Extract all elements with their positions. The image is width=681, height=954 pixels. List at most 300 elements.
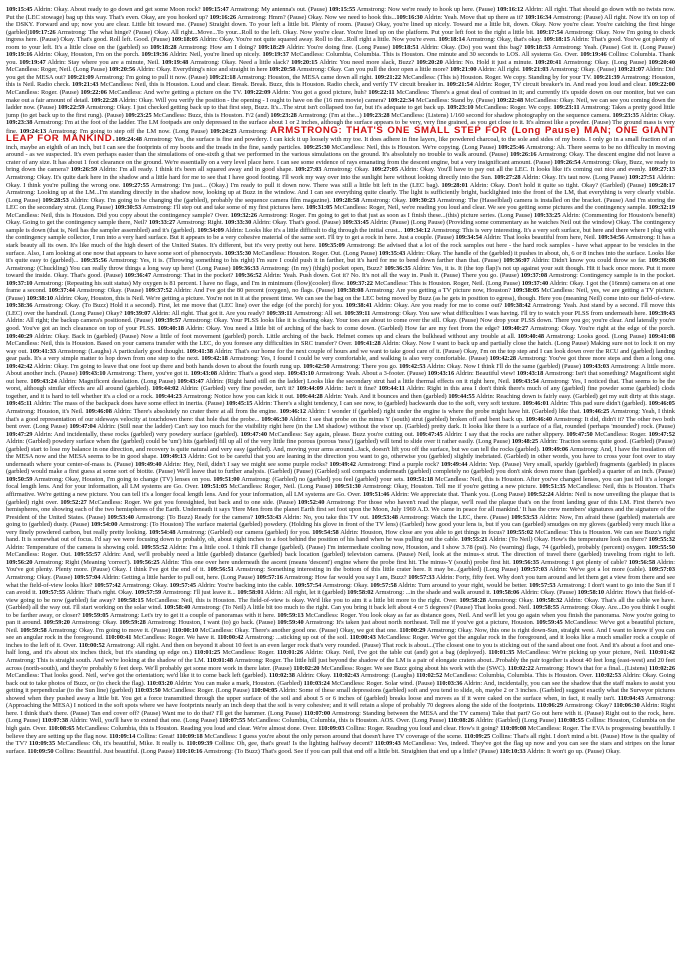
dialogue-text: Aldrin: (Commenting for Houston's benefit) Okay. Going to get the contingency sample there, Neil? (6, 211, 675, 227)
dialogue-text: McCandless: And we're getting a picture on the TV. (106, 89, 244, 97)
dialogue-text: Armstrong: Isn't that something? Magnificent sight out here. (6, 370, 675, 385)
dialogue-text: Aldrin: That looks beautiful from here, Neil. (481, 234, 599, 242)
timestamp: 109:40:48 (517, 332, 545, 340)
timestamp: 109:58:40 (163, 604, 191, 612)
dialogue-text: Aldrin: Okay. Going back out to take photos of Buzz, or (to check the flag). (6, 672, 675, 687)
timestamp: 109:57:03 (520, 566, 548, 574)
dialogue-text: Aldrin: Magnificent desolation. (Long Pause) (56, 377, 178, 385)
dialogue-text: McCandless: That looks good. Neil, we've got the orientation; we'd like it to come back left (garbled). (6, 672, 269, 680)
dialogue-text: Aldrin: Okay. Will you verify the position - the opening - I ought to have on the (16 mm movie) camera? (117, 96, 388, 104)
dialogue-text: Aldrin: I'm all ready. I think it's been all squared away and in good shape. (97, 166, 295, 174)
dialogue-text: Armstrong: (Garbled) no (garbled) you feel (garbled) your sets. (239, 475, 407, 483)
timestamp: 109:58:15 (117, 596, 144, 604)
dialogue-text: Aldrin: And, incidentally, you can see the shadow that the staff makes to assist you getting it perpendicular (to the Sun line) (garbled) (6, 679, 675, 695)
dialogue-text: Armstrong: Roger. I'm going to get to that just as soon as I finish these...(this) picture series. (Long Pause) (257, 211, 535, 219)
timestamp: 109:43:16 (427, 370, 455, 378)
dialogue-text: McCandless: Roger. Out. (6, 551, 75, 559)
timestamp: 109:46:08 (85, 407, 112, 415)
timestamp: 109:51:18 (406, 475, 434, 483)
timestamp: 109:56:25 (133, 558, 160, 566)
dialogue-text: Armstrong: Okay, Buzz, we ready to bring down the camera? (6, 158, 675, 174)
dialogue-text: Armstrong: Let's try to get it a couple of panoramas with it here. (108, 611, 278, 619)
dialogue-text: Armstrong: Okay. Now I'm going to check ingress here. (Pause) Okay. That's good. Roll left. Good. (Pause) (6, 28, 675, 44)
timestamp: 109:23:28 (363, 111, 390, 119)
dialogue-text: Armstrong: I'm at the foot of the ladder. The LM footpads are only depressed in the surface about 1 or 2 inches, although the surface appears to be very, very fine grained, as you get close to it. It's almost like a powder. (Pause) The ground mass is very fine. (6, 119, 675, 135)
dialogue-text: Armstrong: (Pause) All right. Now it's on top of the DSKY. Forward and up; now you are clear. Little bit toward me. (Pause) Straight down. To your left a little bit. Plenty of room. (Pause) Okay, you're lined up nicely. Toward me a little bit, down. Okay. Now you're clear. You're catching the first hinge (garbled) (6, 13, 675, 36)
timestamp: 109:37:52 (145, 287, 172, 295)
timestamp: 110:09:50 (27, 747, 54, 755)
timestamp: 109:22:34 (387, 96, 415, 104)
dialogue-text: Aldrin: All right. (476, 66, 523, 74)
timestamp: 109:54:48 (148, 528, 176, 536)
dialogue-text: McCandless: This is Houston. Roger, Neil. (Long Pause) (372, 279, 522, 287)
dialogue-text: Aldrin: Neil, you're lined up nicely. (167, 51, 263, 59)
timestamp: 109:23:28 (270, 111, 297, 119)
dialogue-text: Armstrong: Be advised that a lot of the rock samples out here - the hard rock samples - have what appear to be vesicles in the surface. Also, I am looking at one now that appears to have some sort of phenocrysts. (6, 241, 675, 257)
timestamp: 110:02:38 (268, 672, 295, 680)
dialogue-text: Aldrin: (Garbled) powdery surface when the (garbled) could be 'um') hits (garbled) fill up all of the very little fine porous (porous 'ness') (garbled) will tend to slide over it rather easily. (Long Pause) (6, 438, 512, 446)
timestamp: 109:28:01 (441, 181, 468, 189)
timestamp: 109:18:05 (171, 36, 199, 44)
dialogue-text: Armstrong: It has a stark beauty all its own. It's like much of the high desert of the United States. It's different, but it's very pretty out here. (6, 234, 675, 249)
dialogue-text: McCandless: Stand by. (Pause) (414, 96, 497, 104)
timestamp: 109:57:33 (408, 574, 435, 582)
dialogue-text: Aldrin: Okay. You're not quite squared away. Roll to the...Roll right a little. Now you're even. (198, 36, 439, 44)
timestamp: 110:01:26 (277, 649, 304, 657)
timestamp: 109:43:03 (582, 362, 610, 370)
dialogue-text: Aldrin: Some of these small depressions (garbled) soft and you tend to slide, oh, maybe 2 or 3 inches. (Garbled) suggest exactly what the Surveyor pictures showed when they pushed away a little bit. You get a force transmitted through the upper surface of the soil and about 5 or 6 inches of (garbled) breaks loose and moves as if it were caked on the surface when, in fact, it really isn't. (6, 687, 675, 702)
dialogue-text: Armstrong: Right (Meaning 'correct'). (32, 558, 134, 566)
dialogue-text: Armstrong: I'm going to step off the LM now. (Long Pause) (46, 127, 211, 135)
timestamp: 110:09:25 (464, 732, 491, 740)
dialogue-text: Aldrin: There's absolutely no crater there at all from the engine. (111, 407, 280, 415)
dialogue-text: Armstrong: Yes, I found I could be very comfortable, and walking is also very comfortable. (Pause) (227, 355, 490, 363)
dialogue-text: Aldrin: All right; the backup camera's positioned. (Pause) (6, 317, 155, 325)
timestamp: 109:46:05 (648, 400, 675, 408)
timestamp: 109:49:40 (135, 460, 162, 468)
dialogue-text: McCandless: Buzz, this is Houston. F/2 (and) (151, 111, 271, 119)
dialogue-text: Aldrin: Turn around to your right, would be better. (396, 581, 530, 589)
dialogue-text: Aldrin: I see that probe on the minus Y (south) strut (garbled) broken off and bent back up. (287, 415, 526, 423)
dialogue-text: Aldrin: Traction seems quite good. (Garbled) (Pause) (garbled) start to lose my balance in one direction, and recovery is quite natural and very easy (garbled). And, moving your arms around...Jack, doesn't lift you off the surface, but we can tell the rocks (garbled). (6, 438, 675, 453)
dialogue-text: Armstrong: Watch the LEC, there. (Pause) (397, 513, 512, 521)
timestamp: 109:35:30 (224, 249, 252, 257)
dialogue-text: McCandless: Roger. You look okay as far as distance goes, Neil. And we'll let you go again when you finish the panorama. Now you're going to pan it around. (6, 611, 675, 627)
dialogue-text: Aldrin: Okay. (Do) you want this bag? (418, 43, 525, 51)
dialogue-text: Aldrin: Okay. Now I want to back up and partially close the hatch. (Long Pause) Making sure not to lock it on my way out. (6, 340, 675, 355)
dialogue-text: Aldrin: Looks like it's a little difficult to dig through the initial crust... (223, 226, 404, 234)
dialogue-text: Aldrin: You're backing into the cable. (196, 581, 295, 589)
dialogue-text: Aldrin: (Pause) (Long Pause) (Providing some commentary as he watches Neil out the window) Okay. The contingency sample is down (that is, Neil has the sampler assembled) and it's (garbled). (6, 219, 675, 234)
timestamp: 109:23:11 (553, 104, 580, 112)
dialogue-text: Aldrin: We appreciate that. Thank you. (Long Pause) (389, 491, 528, 498)
timestamp: 109:31:05 (306, 204, 333, 212)
dialogue-text: Aldrin: Okay. I got the (16mm) camera on at one frame a second. (6, 279, 675, 295)
timestamp: 109:57:55 (38, 589, 66, 597)
timestamp: 109:42:28 (489, 355, 517, 363)
timestamp: 110:08:26 (447, 717, 474, 725)
dialogue-text: Armstrong: You've got three more steps and then a long one. (516, 355, 675, 363)
timestamp: 109:59:13 (277, 611, 304, 619)
dialogue-text: Armstrong: (Repeating his suit status) My oxygen is 81 percent. I have no flags, and I'm in minimum (flow)(cooler) flow. (32, 279, 347, 287)
timestamp: 109:48:25 (511, 438, 539, 446)
dialogue-text: Aldrin: Roger, TV circuit breaker's in. And read you loud and clear. (472, 81, 649, 89)
timestamp: 109:55:52 (141, 543, 168, 551)
timestamp: 109:33:30 (224, 219, 252, 227)
headline-quote: ARMSTRONG: THAT'S ONE SMALL STEP FOR (Long Pause) MAN; ONE GIANT LEAP FOR MANKIND. (6, 124, 675, 145)
dialogue-text: Armstrong: The what hinge? (Pause) Okay. All right...Move...To your...Roll to the left. Okay. Now you're clear. You're lined up on the platform. Put your left foot to the right a little bit. (55, 28, 537, 36)
dialogue-text: Aldrin: Hey, Neil, didn't I say we might see some purple rocks? (161, 460, 330, 468)
dialogue-text: Armstrong: The (Hasselblad) camera is installed on the bracket. (Pause) And I'm storing the LEC on the secondary strut. (Long Pause) (6, 196, 675, 212)
dialogue-text: Aldrin: Temperature of the camera is showing cold. (6, 543, 142, 551)
timestamp: 109:21:09 (67, 73, 94, 81)
dialogue-text: McCandless: Neil, this is Houston. The field-of-view is okay. We'd like you to aim it a little bit more to the right. Over. (143, 596, 460, 604)
dialogue-text: Aldrin: (Garbled) very fine powder, isn't it? (178, 385, 297, 393)
timestamp: 109:58:28 (459, 596, 486, 604)
dialogue-text: Aldrin: All right, let it (garbled) (263, 589, 348, 597)
timestamp: 109:57:59 (134, 589, 162, 597)
dialogue-text: Armstrong: Okay. (Pause) (548, 66, 618, 74)
timestamp: 109:54:00 (90, 521, 118, 529)
dialogue-text: McCandless: Roger, Neil. (Long Pause) (227, 483, 335, 491)
timestamp: 109:59:58 (20, 626, 47, 634)
dialogue-text: Armstrong: Houston, I want (to) go back. (Pause) (145, 619, 278, 627)
dialogue-text: Armstrong: I'll just leave it... (161, 589, 238, 597)
dialogue-text: Armstrong: There you go. (329, 362, 400, 370)
dialogue-text: Aldrin: Got to be careful that you are leaning in the direction you want to go, otherwise you (garbled) slightly inebriated. (Garbled) in other words, you have to cross your foot over to stay underneath where your center-of-mass is. (Pause) (6, 453, 675, 468)
timestamp: 109:34:54 (455, 234, 482, 242)
dialogue-text: Aldrin: That's our home for the next couple of hours and we want to take good care of it. (Pause) Okay, I'm on the top step and I can look down over the RCU and (garbled) landing gear pads. It's a very simple matter to hop down from one step to the next. (6, 347, 675, 363)
timestamp: 109:51:30 (334, 483, 361, 491)
dialogue-text: McCandless: Columbia, Columbia, this is Houston. AOS. Over. (Long Pause) (245, 717, 448, 725)
timestamp: 109:59:45 (536, 619, 563, 627)
timestamp: 110:09:14 (109, 732, 136, 740)
timestamp: 109:49:13 (159, 453, 187, 461)
timestamp: 109:41:08 (648, 332, 675, 340)
dialogue-text: Aldrin: Okay. It's taut now. (Long Pause) (520, 174, 629, 182)
dialogue-text: McCandless: Neil, this is Houston. Based on your camera transfer with the LEC, do you foresee any difficulties in SRC transfer? Over. (6, 340, 355, 348)
dialogue-text: Collins: Beautiful. Just beautiful. (Long Pause) (53, 747, 177, 755)
timestamp: 109:26:16 (510, 151, 537, 159)
timestamp: 109:44:09 (296, 385, 324, 393)
dialogue-text: Armstrong: ...sticking up out of the soil. (243, 634, 350, 642)
dialogue-text: Armstrong: (236, 127, 271, 135)
timestamp: 109:51:05 (200, 483, 228, 491)
transcript-part-one (6, 6, 675, 135)
timestamp: 109:55:21 (460, 536, 488, 544)
dialogue-text: Aldrin: (Right hand still on the ladder) Looks like the secondary strut had a little thermal effects on it right here, Neil. (203, 377, 513, 385)
timestamp: 109:53:48 (371, 513, 398, 521)
dialogue-text: Aldrin: Okay. You need a little bit of arching of the back to come down. (Garbled) How far are my feet from the edge? (183, 324, 502, 332)
dialogue-text: Aldrin: You need more slack, Buzz? (317, 58, 417, 66)
dialogue-text: McCandless: Houston. Roger. Out. (Long Pause) (251, 249, 379, 257)
dialogue-text: Aldrin: (Garbled) (Long Pause) (473, 717, 558, 725)
timestamp: 109:23:10 (447, 104, 474, 112)
dialogue-text: Armstrong: Yes, it is. (Throwing something to his right) I'm sure I could push it in farther, but it's hard for me to bend down farther than that. (Pause) (106, 257, 504, 265)
dialogue-text: Armstrong: Okay. Now, this one is right down-Sun, straight west. And I want to know if you can see an angular rock in the foreground. (6, 626, 675, 642)
dialogue-text: Armstrong: Okay. The descent engine did not leave a crater of any size. It has about 1 foot clearance on the ground. We're essentially on a very level place here. I can see some evidence of rays emanating from the descent engine, but a very insignificant amount. (Pause) (6, 151, 675, 166)
timestamp: 110:09:39 (186, 740, 213, 748)
timestamp: 109:33:45 (342, 219, 369, 227)
timestamp: 109:39:07 (124, 309, 151, 317)
timestamp: 109:19:46 (580, 51, 607, 59)
dialogue-text: McCandless: Roger. We got you foresighted, but back and to one side. (Pause) (86, 498, 298, 506)
timestamp: 109:55:32 (648, 536, 675, 544)
timestamp: 109:16:12 (496, 6, 524, 13)
timestamp: 109:27:03 (295, 166, 322, 174)
timestamp: 109:27:05 (371, 166, 399, 174)
dialogue-text: Aldrin: Okay. (638, 111, 675, 119)
timestamp: 109:52:40 (297, 498, 325, 506)
dialogue-text: Armstrong: Okay. (69, 619, 120, 627)
timestamp: 109:22:48 (496, 96, 524, 104)
timestamp: 109:39:11 (266, 309, 293, 317)
dialogue-text: Armstrong: Takes a pretty good little jump (to get back up to the first rung). (Pause) (6, 104, 675, 119)
dialogue-text: Aldrin: Yeah. Move that up there as it? (422, 13, 525, 21)
dialogue-text: McCandless: Roger. We've got the angular rock in the foreground, and it looks like a much smaller rock a couple of inches to the left of it. Over. (6, 634, 675, 649)
dialogue-text: Aldrin: Right in this area I don't think there's much of any (garbled) fine powder some (garbled) clods together, and it is hard to tell whether it's a clod or a rock. (6, 385, 675, 400)
transcript-page (6, 6, 675, 948)
dialogue-text: McCandless: Roger. Solar wind. (Pause) (329, 679, 437, 687)
dialogue-text: McCandless: Roger, Neil, we're reading you loud and clear. We see you getting some pictures and the contingency sample. (332, 204, 649, 212)
timestamp: 109:45:15 (226, 400, 253, 408)
dialogue-text: McCandless: We've got a beautiful picture, Neil. (6, 619, 675, 634)
timestamp: 109:47:04 (69, 423, 96, 431)
dialogue-text: Armstrong: There, you've got it. (105, 370, 191, 378)
dialogue-text: Aldrin: Okay. (Pause) (519, 589, 578, 597)
timestamp: 110:02:20 (293, 664, 320, 672)
timestamp: 110:09:43 (374, 740, 401, 748)
timestamp: 110:04:43 (617, 694, 644, 702)
dialogue-text: McCandless: Roger. (Long Pause) (160, 687, 252, 695)
timestamp: 110:04:05 (251, 687, 278, 695)
dialogue-text: Collins: Columbia. Thank you. (6, 51, 675, 66)
timestamp: 110:03:36 (436, 679, 463, 687)
dialogue-text: Aldrin: Beautiful view! (454, 370, 517, 378)
timestamp: 109:58:10 (577, 589, 605, 597)
timestamp: 109:57:53 (529, 581, 556, 589)
timestamp: 110:10:33 (499, 747, 526, 755)
dialogue-text: Armstrong: I'm just... (Okay.) I'm ready to pull it down now. There was still a little bit left in the (LEC bag). (149, 181, 442, 189)
timestamp: 109:36:33 (232, 264, 259, 272)
dialogue-text: Armstrong: All right. And then on beyond it about 10 feet is an even larger rock that's very rounded. (Pause) That rock is about...(The closest one to you is sticking out of the sand about one foot. And it's about a foot and one-half long, and it's about six inches thick, but it's standing up edge on.) (6, 641, 675, 657)
dialogue-text: Aldrin: We've got a lot more (cable). (547, 566, 649, 574)
dialogue-text: Aldrin: Houston, How close are you able to get things in focus? (338, 528, 507, 536)
timestamp: 109:22:09 (243, 89, 271, 97)
dialogue-text: McCandless: Columbia, Columbia. This is Houston. One minute and 30 seconds to LOS. All systems Go. Over. (288, 51, 581, 59)
dialogue-text: Armstrong: (To Houston) The surface material (garbled) powdery. (Holding his glove in front of the TV lens) (Garbled) how good your lens is, but if you can (garbled) smudges on my gloves (garbled) very much like a very finely powdered carbon, but really pretty looking. (6, 521, 675, 536)
timestamp: 109:18:53 (524, 43, 551, 51)
dialogue-text: McCandless: Columbia, Columbia. This is Houston. Over. (442, 672, 595, 680)
timestamp: 109:57:16 (256, 574, 283, 582)
timestamp: 110:08:65 (48, 724, 75, 732)
timestamp: 109:51:35 (539, 483, 566, 491)
timestamp: 110:01:25 (194, 649, 221, 657)
dialogue-text: Armstrong: And, I have the insulation off the MESA now and the MESA seems to be in good shape. (6, 445, 675, 461)
timestamp: 109:59:20 (43, 619, 70, 627)
timestamp: 109:20:56 (108, 66, 136, 74)
timestamp: 110:07:38 (41, 717, 69, 725)
dialogue-text: Aldrin: Right here. I think that's there. (Pause) Tan end cover off? (Pause) Want me to do that? I'll get the hammer. (Long Pause) (6, 702, 675, 717)
dialogue-text: Armstrong: Okay. (359, 196, 409, 204)
dialogue-text: Aldrin: Getting a little harder to pull out, here. (Long Pause) (100, 574, 257, 582)
timestamp: 109:43:54 (512, 377, 539, 385)
timestamp: 109:56:35 (512, 558, 540, 566)
timestamp: 109:49:44 (440, 460, 468, 468)
timestamp: 109:36:52 (235, 272, 262, 280)
timestamp: 110:07:55 (219, 717, 246, 725)
dialogue-text: Armstrong: (In my) (thigh) pocket open, Buzz? (258, 264, 385, 272)
dialogue-text: Armstrong: (Laughs) A particularly good thought. (56, 347, 187, 355)
timestamp: 109:20:41 (534, 58, 562, 66)
timestamp: 109:26:54 (554, 158, 581, 166)
timestamp: 110:01:35 (488, 649, 515, 657)
timestamp: 109:33:25 (534, 211, 561, 219)
dialogue-text: Armstrong: Okay, Houston, I'm going to change (TV) lenses on you. (32, 475, 214, 483)
dialogue-text: Armstrong: Okay. Can you pull the door open a little more? (295, 66, 451, 74)
dialogue-text: McCandless: Roger. (592, 430, 649, 438)
dialogue-text: Collins: Great! (135, 732, 177, 740)
timestamp: 109:37:40 (521, 279, 549, 287)
dialogue-text: Armstrong: Houston, it's Neil. (6, 407, 86, 415)
timestamp: 109:27:13 (648, 166, 675, 174)
dialogue-text: Aldrin: It won't go up. (Pause) Okay. (525, 747, 621, 755)
dialogue-text: Collins: Roger. Reading you loud and clear. How's it going? (344, 724, 501, 732)
timestamp: 109:24:48 (115, 136, 142, 144)
timestamp: 109:21:54 (446, 81, 473, 89)
dialogue-text: Armstrong: My antenna's out. (Pause) (228, 6, 329, 13)
dialogue-text: McCandless: Roger. We have it. (131, 634, 218, 642)
dialogue-text: Aldrin: Now, I'm afraid these (garbled) materials are going to (garbled) dusty. (Pause) (6, 513, 675, 529)
timestamp: 109:15:47 (202, 6, 229, 13)
dialogue-text: McCandless: Neil, this is Houston. After you've changed lenses, you can just tell it's a longer focal length lens. And for your information, all LM systems are Go. Over. (6, 475, 675, 491)
dialogue-text: Armstrong: I'll step out and take some of my first pictures here. (141, 204, 307, 212)
dialogue-text: Armstrong: This is straight south. And we're looking at the shadow of the LM. (6, 657, 207, 665)
timestamp: 109:47:52 (648, 430, 675, 438)
dialogue-text: Armstrong: Okay. I just checked getting back up to that first step, Buzz. It's...The strut isn't collapsed too far, but it's adequate to get back up. (84, 104, 447, 112)
timestamp: 109:52:24 (527, 491, 554, 498)
dialogue-text: Aldrin: I wonder if (garbled) right under the engine is where the probe might have hit. (Garbled) like that. (306, 407, 583, 415)
dialogue-text: McCandless: Okay. Neil, we can see you coming down the ladder now. (Pause) (6, 96, 675, 112)
dialogue-text: McCandless: Roger, Neil. (Long Pause) (6, 66, 109, 74)
dialogue-text: Armstrong: Yeah. About a 3-footer. (Pause) (313, 370, 428, 378)
timestamp: 110:02:43 (333, 672, 360, 680)
dialogue-text: Armstrong: Okay? (563, 702, 614, 710)
dialogue-text: Armstrong: All set. (292, 309, 345, 317)
dialogue-text: Armstrong: (To Neil) A little bit too much to the right. Can you bring it back left about 4 or 5 degrees? (Pause) That looks good. Neil. (190, 604, 533, 612)
dialogue-text: McCandless: I guess you're about the only person around that doesn't have TV coverage of the scene. (202, 732, 465, 740)
timestamp: 110:09:18 (176, 732, 203, 740)
timestamp: 109:47:40 (240, 430, 268, 438)
timestamp: 109:38:41 (345, 302, 373, 310)
dialogue-text: Armstrong: Yes, the surface is fine and powdery. I can kick it up loosely with my toe. It does adhere in fine layers, like powdered charcoal, to the sole and sides of my boots. I only go in a small fraction of an inch, maybe an eighth of an inch, but I can see the footprints of my boots and the treads in the fine, sandy particles. (6, 136, 675, 151)
dialogue-text: Aldrin: Okay. Everything's nice and straight in here (135, 66, 269, 74)
dialogue-text: Armstrong: Houston, the MESA came down all right. (235, 73, 375, 81)
timestamp: 109:49:42 (329, 460, 356, 468)
timestamp: 109:46:40 (525, 415, 553, 423)
dialogue-text: Aldrin: Okay. I'm going to leave that one foot up there and both hands down to about the fourth rung up. (32, 362, 304, 370)
timestamp: 109:18:29 (258, 43, 285, 51)
timestamp: 109:20:20 (416, 58, 443, 66)
timestamp: 110:02:22 (507, 664, 534, 672)
timestamp: 109:53:40 (107, 513, 134, 521)
timestamp: 109:37:08 (520, 272, 548, 280)
timestamp: 109:47:29 (6, 430, 33, 438)
dialogue-text: McCandless: Oh, it's beautiful, Mike. It really is. (55, 740, 187, 748)
dialogue-text: Armstrong: Contingency sample is in the pocket. (547, 272, 675, 280)
dialogue-text: Aldrin: Yeah. Push down. Got it? No. It's not all the way in. Push it. (Pause) There you go. (Pause) (261, 272, 521, 280)
timestamp: 109:21:39 (593, 73, 620, 81)
dialogue-text: Aldrin: How's that field-of-view going to be now (garbled) far away? (6, 589, 675, 604)
timestamp: 109:22:00 (648, 81, 675, 89)
timestamp: 110:06:30 (613, 702, 640, 710)
dialogue-text: Aldrin: This pad sure didn't (garbled). (548, 400, 649, 408)
timestamp: 109:41:38 (186, 347, 213, 355)
timestamp: 109:46:12 (279, 407, 307, 415)
dialogue-text: McCandless: Neil, this is Houston. That's affirmative. We're getting a new picture. You can tell it's a longer focal length lens. And for your information, all LM systems are Go. Over. (6, 483, 675, 498)
dialogue-text: Armstrong: Okay. I'm going to move it. (Pause) (46, 626, 173, 634)
timestamp: 109:46:01 (522, 400, 549, 408)
timestamp: 109:34:56 (598, 234, 625, 242)
timestamp: 109:18:14 (438, 36, 465, 44)
timestamp: 109:36:07 (503, 257, 530, 265)
dialogue-text: Aldrin: You've got plenty. Plenty more. (Pause) Okay. I think I've got the end of it. (6, 558, 675, 574)
dialogue-text: Aldrin: Yep. (Pause) Very small, sparkly (garbled) fragments (garbled) in places (garbled) would make a first guess at some sort of biotite. (Pause) We'll leave that to further analysis. (Garbled) (Pause) (Garbled) soil compacts underneath (garbled) completely no (garbled) you don't sink down more than (garbled) a quarter of an inch. (Pause) (6, 460, 675, 476)
dialogue-text: Armstrong: (Laughs) (359, 672, 417, 680)
dialogue-text: Aldrin: That's right. Okay. (65, 589, 135, 597)
dialogue-text: Armstrong: How far would you say I am, Buzz? (282, 574, 409, 582)
timestamp: 109:57:42 (94, 581, 121, 589)
timestamp: 109:33:27 (148, 219, 176, 227)
dialogue-text: Armstrong: Okay. You saw what difficulties I was having. I'll try to watch your PLSS from underneath here. (370, 309, 649, 317)
timestamp: 110:02:26 (648, 664, 675, 672)
timestamp: 109:36:08 (648, 257, 675, 265)
timestamp: 109:27:51 (628, 174, 656, 182)
dialogue-text: Armstrong: Houston, this is Neil. Radio check. (6, 73, 675, 89)
dialogue-text: Armstrong: Okay. (120, 581, 170, 589)
timestamp: 109:19:47 (19, 58, 46, 66)
dialogue-text: Armstrong: Ah. There seems to be no difficulty in moving around - as we suspected. It's even perhaps easier than the simulations of one-sixth g that we performed in the various simulations on the ground. It's absolutely no trouble to walk around. (Pause) (6, 143, 675, 159)
dialogue-text: McCandless: Roger. The EVA is progressing beautifully. I believe they are setting up the flag now. (6, 724, 675, 740)
dialogue-text: Armstrong: For those who haven't read the plaque, we'll read the plaque that's on the front landing gear of this LM. First there's two hemispheres, one showing each of the two hemispheres of the Earth. Underneath it says 'Here Men from the planet Earth first set foot upon the Moon, July 1969 A.D. We came in peace for all mankind.' It has the crew members' signatures and the signature of the President of the United States. (Pause) (6, 498, 675, 521)
timestamp: 109:44:55 (448, 392, 475, 400)
dialogue-text: Aldrin: (Still near the ladder) Can't say too much for the visibility right here (in the LM shadow) without the visor up. (Garbled) pretty dark. It looks like there is a surface of a flat, rounded (perhaps 'mounded') rock. (Pause) (95, 423, 675, 431)
timestamp: 109:51:00 (213, 475, 240, 483)
dialogue-text: Aldrin: You can make a mark, Houston. (Garbled) (172, 679, 304, 687)
timestamp: 109:43:10 (287, 370, 314, 378)
timestamp: 109:36:47 (124, 272, 152, 280)
timestamp: 109:41:33 (29, 347, 57, 355)
timestamp: 109:24:13 (19, 127, 47, 135)
timestamp: 109:18:51 (392, 43, 419, 51)
timestamp: 109:21:03 (522, 66, 549, 74)
timestamp: 110:01:42 (648, 649, 675, 657)
timestamp: 109:43:47 (177, 377, 204, 385)
dialogue-text: Armstrong: Roger. The little hill just beyond the shadow of the LM is a pair of elongate craters about...Probably the pair together is about 40 feet long (east-west) and 20 feet across (north-south), and they're probably 6 feet deep. We'll probably get some more work in there later. (Pause) (6, 657, 675, 672)
dialogue-text: McCandless: Say again, please. Buzz you're cutting out. (267, 430, 417, 438)
timestamp: 109:53:53 (511, 513, 538, 521)
timestamp: 109:34:09 (197, 226, 224, 234)
dialogue-text: Armstrong: Okay. Are...Do you think I ought to be farther away, or closer? (6, 604, 675, 619)
timestamp: 109:15:45 (6, 6, 33, 13)
dialogue-text: McCandless: Neil, this is Houston. Loud and clear. Break. Break. Buzz, this is Houston. Radio check, and verify TV circuit breaker in. (98, 81, 447, 89)
timestamp: 110:08:55 (557, 717, 584, 725)
dialogue-text: Armstrong: Find a purple rock? (355, 460, 441, 468)
timestamp: 109:50:59 (6, 475, 33, 483)
timestamp: 110:10:16 (176, 747, 203, 755)
dialogue-text: Armstrong: Okay. (321, 581, 371, 589)
timestamp: 109:57:54 (294, 581, 322, 589)
